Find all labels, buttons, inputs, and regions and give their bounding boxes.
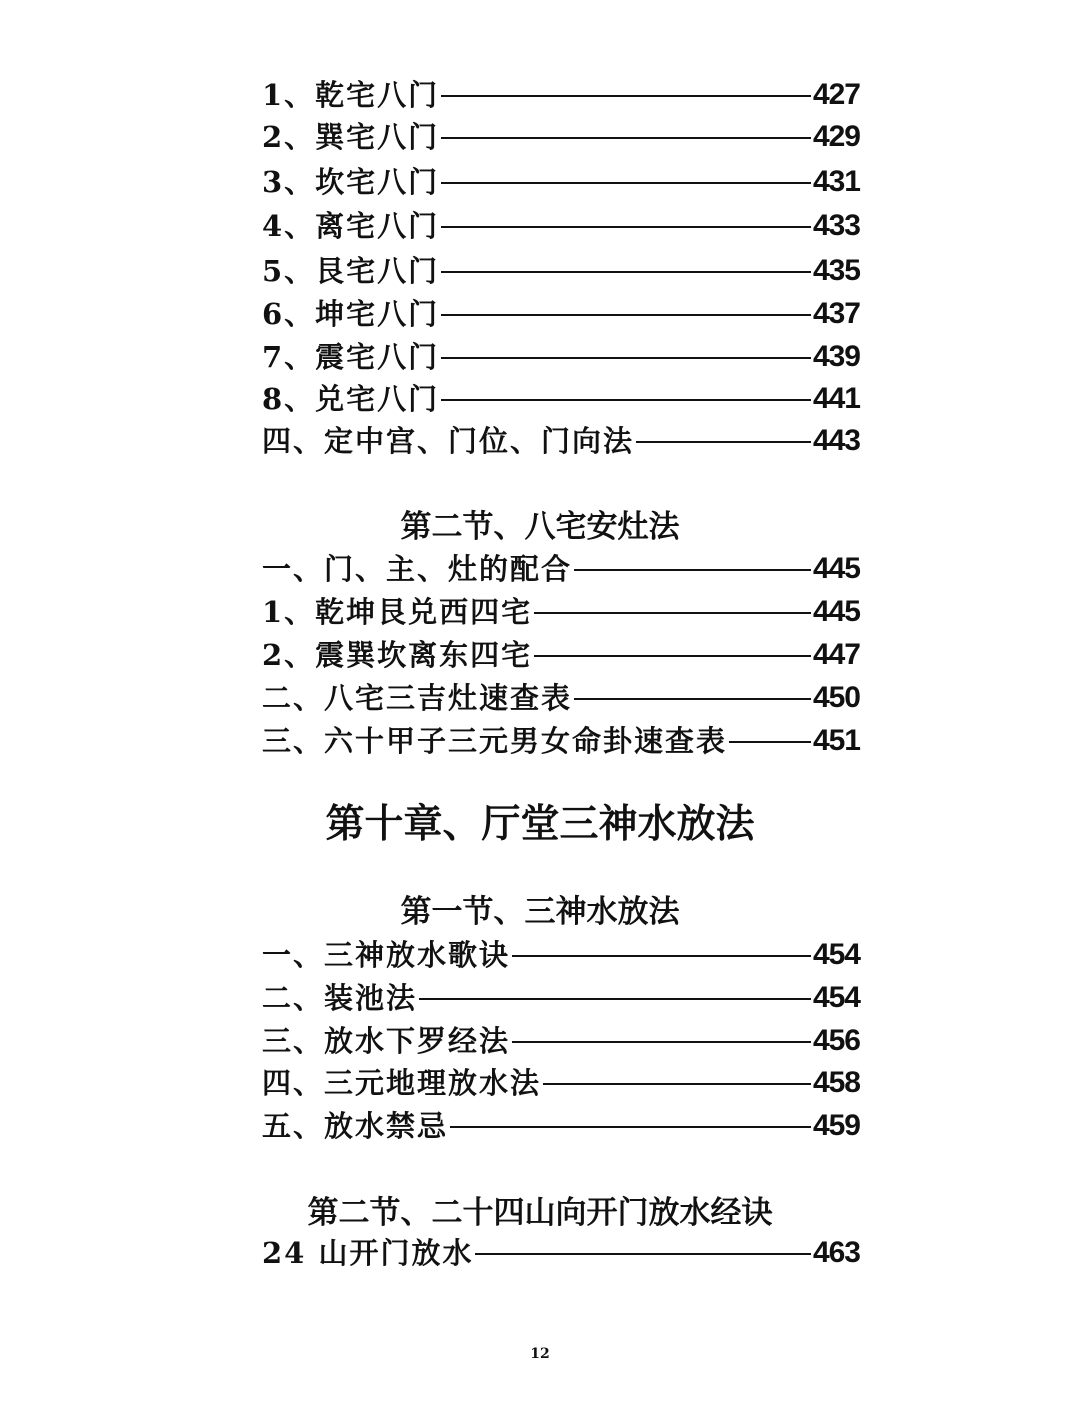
- toc-entry-page: 437: [812, 297, 860, 330]
- toc-entry: [262, 635, 860, 675]
- toc-entry: [262, 1233, 860, 1273]
- toc-entry-page: 433: [812, 209, 860, 242]
- toc-entry-page: 450: [812, 681, 860, 714]
- toc-entry: [262, 1063, 860, 1103]
- toc-leader-line: [534, 612, 811, 614]
- toc-entry-page: 441: [812, 382, 860, 415]
- toc-entry-page: 443: [812, 424, 860, 457]
- toc-entry: [262, 337, 860, 377]
- toc-entry-title: 四、定中宫、门位、门向法: [262, 424, 635, 458]
- toc-entry-page: 456: [812, 1024, 860, 1057]
- toc-entry: [262, 935, 860, 975]
- toc-leader-line: [534, 655, 811, 657]
- toc-entry: [262, 1021, 860, 1061]
- toc-entry-title: 7、震宅八门: [262, 340, 440, 374]
- toc-entry: [262, 678, 860, 718]
- toc-entry: [262, 117, 860, 157]
- toc-entry-page: 458: [812, 1066, 860, 1099]
- toc-entry-page: 459: [812, 1109, 860, 1142]
- toc-entry: [262, 549, 860, 589]
- toc-leader-line: [512, 955, 811, 957]
- toc-leader-line: [441, 271, 811, 273]
- toc-leader-line: [441, 137, 811, 139]
- toc-entry-title: 三、放水下罗经法: [262, 1024, 511, 1058]
- toc-entry-title: 24 山开门放水: [262, 1236, 474, 1270]
- toc-leader-line: [441, 314, 811, 316]
- section-heading: 第二节、二十四山向开门放水经诀: [307, 1195, 773, 1231]
- toc-entry-page: 447: [812, 638, 860, 671]
- toc-entry-page: 454: [812, 938, 860, 971]
- toc-entry-page: 454: [812, 981, 860, 1014]
- section-heading: 第二节、八宅安灶法: [400, 509, 680, 545]
- toc-entry-title: 二、装池法: [262, 981, 418, 1015]
- toc-entry: [262, 75, 860, 115]
- toc-entry-page: 427: [812, 78, 860, 111]
- toc-entry: [262, 1106, 860, 1146]
- toc-entry-page: 445: [812, 595, 860, 628]
- chapter-heading: 第十章、厅堂三神水放法: [325, 802, 755, 847]
- toc-leader-line: [441, 95, 811, 97]
- toc-entry-title: 2、震巽坎离东四宅: [262, 638, 533, 672]
- toc-entry: [262, 294, 860, 334]
- toc-leader-line: [574, 698, 811, 700]
- toc-leader-line: [441, 226, 811, 228]
- toc-entry-title: 二、八宅三吉灶速查表: [262, 681, 573, 715]
- toc-leader-line: [441, 357, 811, 359]
- toc-leader-line: [441, 182, 811, 184]
- toc-entry: [262, 978, 860, 1018]
- toc-entry-page: 435: [812, 254, 860, 287]
- toc-entry: [262, 592, 860, 632]
- toc-entry-title: 五、放水禁忌: [262, 1109, 449, 1143]
- toc-entry-page: 439: [812, 340, 860, 373]
- toc-leader-line: [441, 399, 811, 401]
- toc-entry-title: 6、坤宅八门: [262, 297, 440, 331]
- toc-entry-title: 1、乾坤艮兑西四宅: [262, 595, 533, 629]
- toc-entry-title: 4、离宅八门: [262, 209, 440, 243]
- toc-entry-title: 5、艮宅八门: [262, 254, 440, 288]
- toc-entry-page: 451: [812, 724, 860, 757]
- toc-entry: [262, 379, 860, 419]
- toc-entry-title: 8、兑宅八门: [262, 382, 440, 416]
- section-heading: 第一节、三神水放法: [400, 894, 680, 930]
- toc-entry-title: 3、坎宅八门: [262, 165, 440, 199]
- toc-leader-line: [636, 441, 811, 443]
- page-number: 12: [530, 1346, 550, 1362]
- toc-entry-page: 463: [812, 1236, 860, 1269]
- toc-entry: [262, 721, 860, 761]
- toc-entry: [262, 162, 860, 202]
- toc-entry: [262, 251, 860, 291]
- toc-entry-title: 四、三元地理放水法: [262, 1066, 542, 1100]
- toc-entry-title: 一、三神放水歌诀: [262, 938, 511, 972]
- toc-entry-page: 445: [812, 552, 860, 585]
- toc-leader-line: [450, 1126, 811, 1128]
- toc-entry: [262, 206, 860, 246]
- toc-entry-page: 429: [812, 120, 860, 153]
- toc-leader-line: [475, 1253, 810, 1255]
- toc-entry-title: 一、门、主、灶的配合: [262, 552, 573, 586]
- toc-leader-line: [543, 1083, 811, 1085]
- toc-entry-title: 2、巽宅八门: [262, 120, 440, 154]
- toc-leader-line: [729, 741, 811, 743]
- toc-leader-line: [512, 1041, 811, 1043]
- toc-entry: [262, 421, 860, 461]
- toc-entry-page: 431: [812, 165, 860, 198]
- toc-entry-title: 1、乾宅八门: [262, 78, 440, 112]
- toc-entry-title: 三、六十甲子三元男女命卦速查表: [262, 724, 728, 758]
- toc-leader-line: [574, 569, 811, 571]
- toc-leader-line: [419, 998, 811, 1000]
